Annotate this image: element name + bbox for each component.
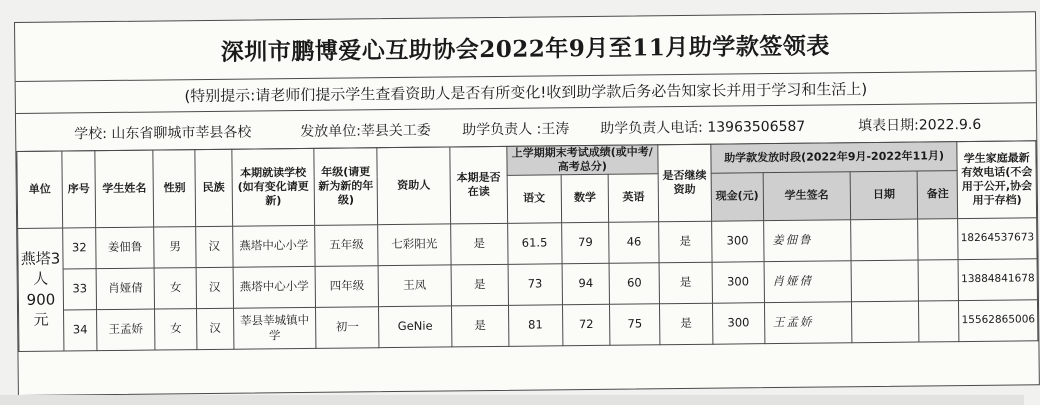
cell-signature: 姜佃鲁 [763, 219, 850, 261]
cell-enrolled: 是 [451, 264, 508, 306]
col-name: 学生姓名 [95, 150, 154, 227]
cell-enrolled: 是 [451, 223, 508, 265]
cell-gender: 男 [154, 226, 196, 267]
col-date: 日期 [850, 171, 918, 220]
cell-chinese: 73 [508, 263, 562, 305]
col-period-group: 助学款发放时段(2022年9月-2022年11月) [711, 142, 958, 173]
col-grade: 年级(请更新为新的年级) [314, 148, 377, 225]
phone-info: 助学负责人电话: 13963506587 [600, 118, 806, 137]
cell-math: 72 [562, 304, 610, 345]
col-sponsor: 资助人 [377, 147, 451, 224]
cell-grade: 五年级 [315, 224, 378, 266]
cell-remark [919, 300, 959, 341]
cell-sponsor: 七彩阳光 [378, 223, 452, 265]
cell-date [850, 219, 918, 261]
col-gender: 性别 [153, 150, 196, 227]
date-info: 填表日期:2022.9.6 [858, 116, 982, 135]
cell-sponsor: 王凤 [378, 264, 452, 306]
cell-math: 94 [562, 263, 610, 304]
cell-continue: 是 [658, 221, 711, 263]
cell-ethnicity: 汉 [197, 308, 234, 349]
manager-info: 助学负责人 :王涛 [462, 121, 570, 139]
col-remark: 备注 [917, 170, 957, 218]
cell-english: 46 [609, 221, 659, 263]
col-scores-group: 上学期期末考试成绩(或中考/高考总分) [507, 145, 658, 175]
cell-no: 34 [64, 309, 97, 350]
signoff-table [16, 140, 1038, 351]
cell-no: 32 [63, 227, 96, 268]
cell-english: 75 [610, 303, 660, 345]
cell-ethnicity: 汉 [196, 226, 233, 267]
page-edge [0, 395, 1024, 405]
col-chinese: 语文 [507, 174, 562, 223]
cell-chinese: 81 [508, 304, 562, 346]
cell-grade: 初一 [316, 306, 379, 348]
col-cash: 现金(元) [711, 172, 763, 221]
special-notice: (特别提示:请老师们提示学生查看资助人是否有所变化!收到助学款后务必告知家长并用于学习和生活上) [16, 70, 1036, 114]
col-signature: 学生签名 [763, 171, 851, 220]
cell-remark [918, 218, 958, 259]
cell-gender: 女 [155, 308, 197, 349]
col-ethnicity: 民族 [195, 149, 232, 226]
cell-date [851, 301, 919, 343]
cell-phone: 15562865006 [959, 299, 1038, 341]
cell-cash: 300 [711, 220, 763, 262]
cell-signature: 王孟娇 [764, 301, 851, 343]
col-continue: 是否继续资助 [658, 144, 712, 221]
unit-cell: 燕塔3人900元 [18, 228, 64, 351]
cell-no: 33 [63, 268, 96, 309]
cell-date [851, 260, 919, 302]
cell-name: 肖娅倩 [96, 268, 155, 310]
cell-ethnicity: 汉 [196, 267, 233, 308]
cell-english: 60 [609, 262, 659, 304]
cell-chinese: 61.5 [507, 222, 561, 264]
cell-school: 燕塔中心小学 [232, 225, 315, 267]
cell-remark [918, 259, 958, 300]
cell-continue: 是 [659, 262, 712, 304]
cell-phone: 18264537673 [958, 217, 1037, 259]
cell-school: 燕塔中心小学 [233, 266, 316, 308]
col-english: 英语 [609, 173, 659, 222]
form-sheet [14, 11, 1040, 396]
cell-phone: 13884841678 [958, 258, 1037, 300]
cell-math: 79 [561, 222, 609, 263]
cell-school: 莘县莘城镇中学 [233, 307, 316, 349]
cell-grade: 四年级 [315, 265, 378, 307]
school-info: 学校: 山东省聊城市莘县各校 [74, 124, 252, 143]
cell-continue: 是 [659, 303, 712, 345]
col-unit: 单位 [17, 151, 63, 228]
col-school: 本期就读学校(如有变化请更新) [231, 148, 315, 225]
cell-cash: 300 [712, 261, 764, 303]
col-family-phone: 学生家庭最新有效电话(不会用于公开,协会用于存档) [957, 141, 1036, 218]
col-enrolled: 本期是否在读 [450, 146, 507, 223]
cell-gender: 女 [154, 267, 196, 308]
cell-sponsor: GeNie [378, 305, 452, 347]
col-math: 数学 [561, 174, 609, 222]
col-no: 序号 [62, 151, 96, 228]
cell-signature: 肖娅倩 [764, 260, 851, 302]
issuer-info: 发放单位:莘县关工委 [300, 122, 431, 141]
cell-name: 姜佃鲁 [96, 227, 155, 269]
cell-name: 王孟娇 [96, 309, 155, 351]
form-title: 深圳市鹏博爱心互助协会2022年9月至11月助学款签领表 [15, 12, 1036, 82]
cell-cash: 300 [712, 302, 764, 344]
cell-enrolled: 是 [452, 305, 509, 347]
